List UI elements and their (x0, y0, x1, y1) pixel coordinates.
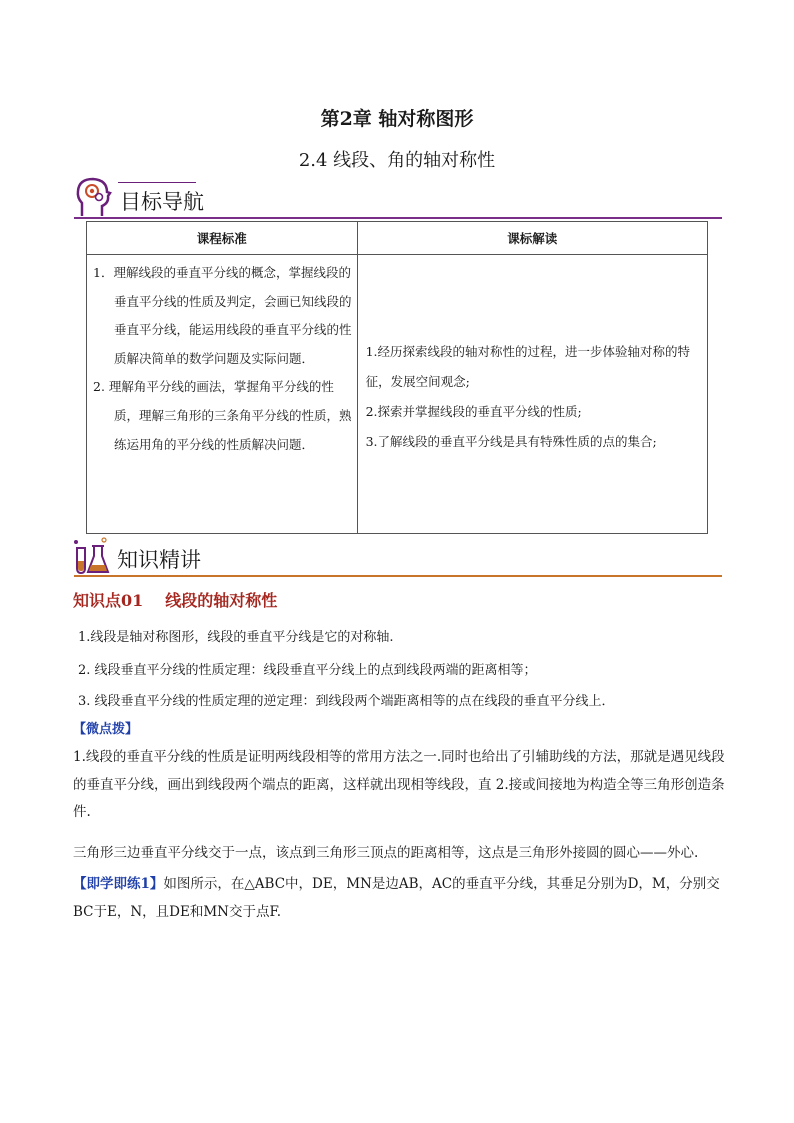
nav-top-rule (118, 182, 196, 183)
flask-icon (70, 536, 112, 576)
head-gears-icon (72, 176, 112, 218)
point-item: 3. 线段垂直平分线的性质定理的逆定理：到线段两个端距离相等的点在线段的垂直平分线上． (78, 694, 615, 709)
knowledge-section-title: 知识精讲 (117, 548, 201, 572)
nav-divider (74, 217, 722, 219)
exercise-paragraph (73, 871, 733, 926)
table-row (87, 255, 708, 534)
interpretation-cell (357, 255, 707, 534)
knowledge-point-number: 知识点01 (73, 591, 144, 610)
tip-paragraph: 三角形三边垂直平分线交于一点，该点到三角形三顶点的距离相等，这点是三角形外接圆的圆心——外心. (73, 845, 699, 861)
table-header-row (87, 222, 708, 255)
section-title: 2.4 线段、角的轴对称性 (298, 150, 496, 171)
point-item: 2. 线段垂直平分线的性质定理：线段垂直平分线上的点到线段两端的距离相等； (78, 663, 537, 678)
standards-table (86, 221, 708, 534)
point-item: 1.线段是轴对称图形，线段的垂直平分线是它的对称轴. (78, 630, 394, 645)
knowledge-point-title: 线段的轴对称性 (165, 591, 278, 610)
tip-paragraph: 1.线段的垂直平分线的性质是证明两线段相等的常用方法之一.同时也给出了引辅助线的方法，那就是遇见线段的垂直平分线，画出到线段两个端点的距离，这样就出现相等线段，直 2.接或间接地为构造全等三角形创造条件. (73, 749, 725, 820)
nav-section-title: 目标导航 (120, 190, 204, 214)
interpretation-item: 2.探索并掌握线段的垂直平分线的性质; (365, 404, 582, 419)
col1-header: 课程标准 (87, 222, 358, 255)
standards-cell (87, 255, 358, 534)
exercise-label: 【即学即练1】 (73, 876, 164, 892)
interpretation-item: 1.经历探索线段的轴对称性的过程，进一步体验轴对称的特征，发展空间观念; (365, 344, 691, 389)
exercise-text: 如图所示，在△ABC中，DE，MN是边AB，AC的垂直平分线，其垂足分别为D，M，分别交BC于E，N，且DE和MN交于点F. (73, 876, 720, 920)
chapter-title: 第2章 轴对称图形 (320, 108, 474, 130)
knowledge-point-heading (73, 588, 277, 611)
tip-label: 【微点拨】 (73, 722, 139, 737)
knowledge-divider (74, 575, 722, 577)
standard-item: 2. 理解角平分线的画法，掌握角平分线的性质，理解三角形的三条角平分线的性质，熟练运用角的平分线的性质解决问题． (93, 379, 352, 452)
interpretation-item: 3.了解线段的垂直平分线是具有特殊性质的点的集合; (365, 434, 657, 449)
standard-item: 1．理解线段的垂直平分线的概念，掌握线段的垂直平分线的性质及判定，会画已知线段的垂直平分线，能运用线段的垂直平分线的性质解决简单的数学问题及实际问题． (93, 265, 352, 366)
col2-header: 课标解读 (357, 222, 707, 255)
